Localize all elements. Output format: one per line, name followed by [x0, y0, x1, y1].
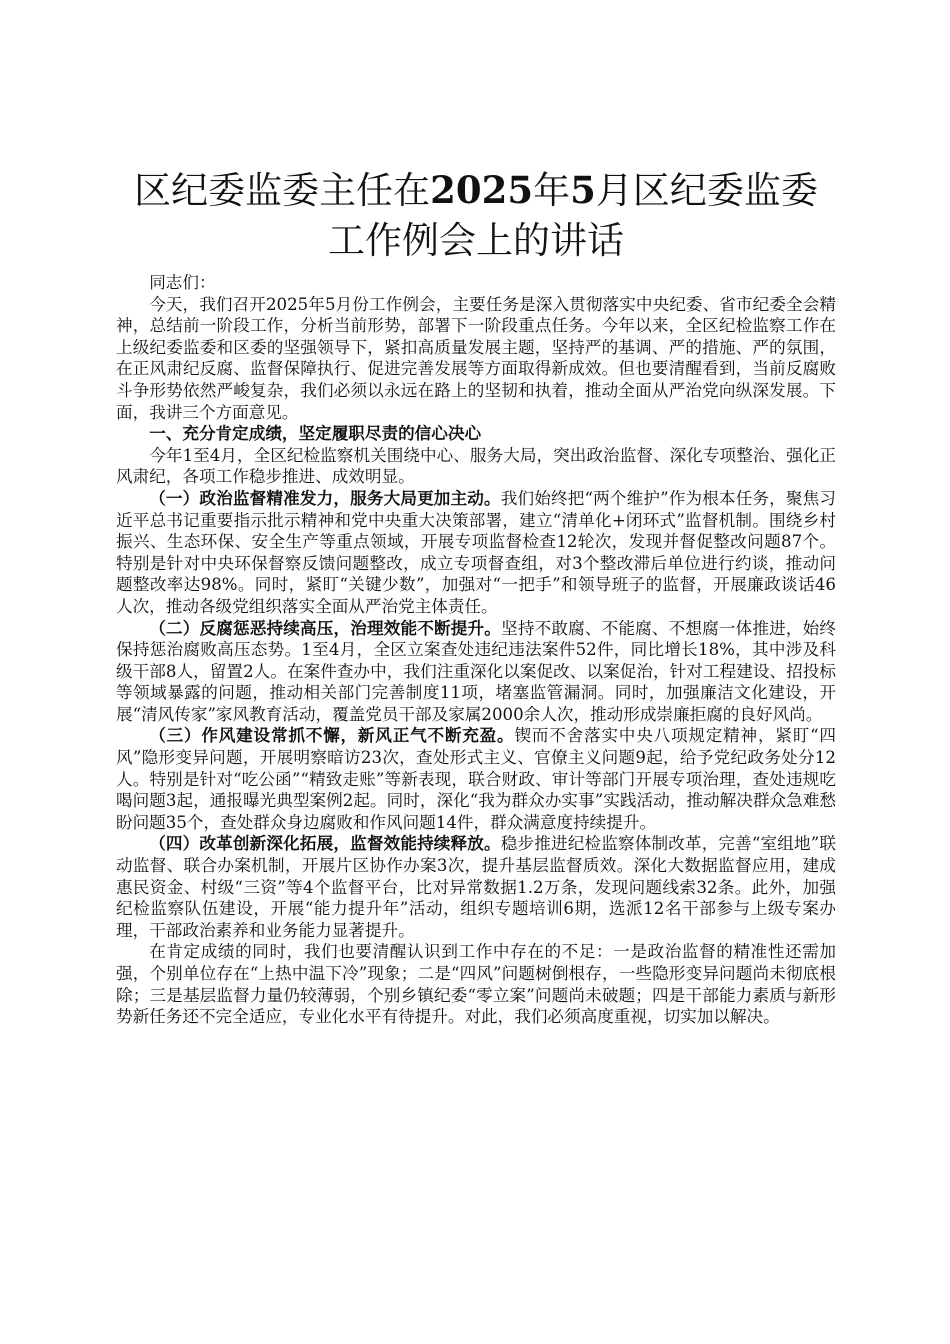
greeting: 同志们： [149, 273, 216, 292]
section-heading: 一、充分肯定成绩，坚定履职尽责的信心决心 [149, 423, 482, 444]
document-page [116, 165, 836, 1028]
item-text-3: 锲而不舍落实中央八项规定精神，紧盯“四风”隐形变异问题，开展明察暗访23次，查处形式主义、官僚主义问题9起，给予党纪政务处分12人。特别是针对“吃公函”“精致走账”等新表现，联合财政、审计等部门开展专项治理，查处违规吃喝问题3起，通报曝光典型案例2起。同时，深化“我为群众办实事”实践活动，推动解决群众急难愁盼问题35个，查处群众身边腐败和作风问题14件，群众满意度持续提升。 [116, 726, 837, 832]
closing-paragraph: 在肯定成绩的同时，我们也要清醒认识到工作中存在的不足：一是政治监督的精准性还需加强，个别单位存在“上热中温下冷”现象；二是“四风”问题树倒根存，一些隐形变异问题尚未彻底根除；三是基层监督力量仍较薄弱，个别乡镇纪委“零立案”问题尚未破题；四是干部能力素质与新形势新任务还不完全适应，专业化水平有待提升。对此，我们必须高度重视，切实加以解决。 [116, 942, 836, 1027]
item-lead-4: （四）改革创新深化拓展，监督效能持续释放。 [149, 833, 501, 854]
item-lead-1: （一）政治监督精准发力，服务大局更加主动。 [149, 487, 501, 508]
item-text-2: 坚持不敢腐、不能腐、不想腐一体推进，始终保持惩治腐败高压态势。1至4月，全区立案查处违纪违法案件52件，同比增长18%，其中涉及科级干部8人，留置2人。在案件查办中，我们注重深化以案促改、以案促治，针对工程建设、招投标等领域暴露的问题，推动相关部门完善制度11项，堵塞监管漏洞。同时，加强廉洁文化建设，开展“清风传家”家风教育活动，覆盖党员干部及家属2000余人次，推动形成崇廉拒腐的良好风尚。 [116, 618, 837, 724]
document-title [116, 165, 836, 266]
item-paragraph-2 [116, 618, 836, 726]
title-part1: 区纪委监委主任在 [134, 169, 431, 212]
item-lead-3: （三）作风建设常抓不懈，新风正气不断充盈。 [149, 725, 515, 746]
title-month: 5 [570, 168, 596, 212]
title-year: 2025 [430, 168, 534, 212]
title-part3: 月区纪委监委工作例会上的讲话 [328, 169, 818, 262]
item-lead-2: （二）反腐惩恶持续高压，治理效能不断提升。 [149, 617, 502, 638]
item-paragraph-4 [116, 833, 836, 941]
title-part2: 年 [533, 169, 571, 212]
item-paragraph-1 [116, 488, 836, 618]
item-text-1: 我们始终把“两个维护”作为根本任务，聚焦习近平总书记重要指示批示精神和党中央重大决策部署，建立“清单化+闭环式”监督机制。围绕乡村振兴、生态环保、安全生产等重点领域，开展专项监督检查12轮次，发现并督促整改问题87个。特别是针对中央环保督察反馈问题整改，成立专项督查组，对3个整改滞后单位进行约谈，推动问题整改率达98%。同时，紧盯“关键少数”，加强对“一把手”和领导班子的监督，开展廉政谈话46人次，推动各级党组织落实全面从严治党主体责任。 [116, 488, 837, 616]
intro-paragraph: 今天，我们召开2025年5月份工作例会，主要任务是深入贯彻落实中央纪委、省市纪委全会精神，总结前一阶段工作，分析当前形势，部署下一阶段重点任务。今年以来，全区纪检监察工作在上级纪委监委和区委的坚强领导下，紧扣高质量发展主题，坚持严的基调、严的措施、严的氛围，在正风肃纪反腐、监督保障执行、促进完善发展等方面取得新成效。但也要清醒看到，当前反腐败斗争形势依然严峻复杂，我们必须以永远在路上的坚韧和执着，推动全面从严治党向纵深发展。下面，我讲三个方面意见。 [116, 294, 836, 422]
item-text-4: 稳步推进纪检监察体制改革，完善“室组地”联动监督、联合办案机制，开展片区协作办案3次，提升基层监督质效。深化大数据监督应用，建成惠民资金、村级“三资”等4个监督平台，比对异常数据1.2万条，发现问题线索32条。此外，加强纪检监察队伍建设，开展“能力提升年”活动，组织专题培训6期，选派12名干部参与上级专案办理，干部政治素养和业务能力显著提升。 [116, 834, 837, 940]
section-intro-paragraph: 今年1至4月，全区纪检监察机关围绕中心、服务大局，突出政治监督、深化专项整治、强化正风肃纪，各项工作稳步推进、成效明显。 [116, 445, 836, 487]
item-paragraph-3 [116, 725, 836, 833]
